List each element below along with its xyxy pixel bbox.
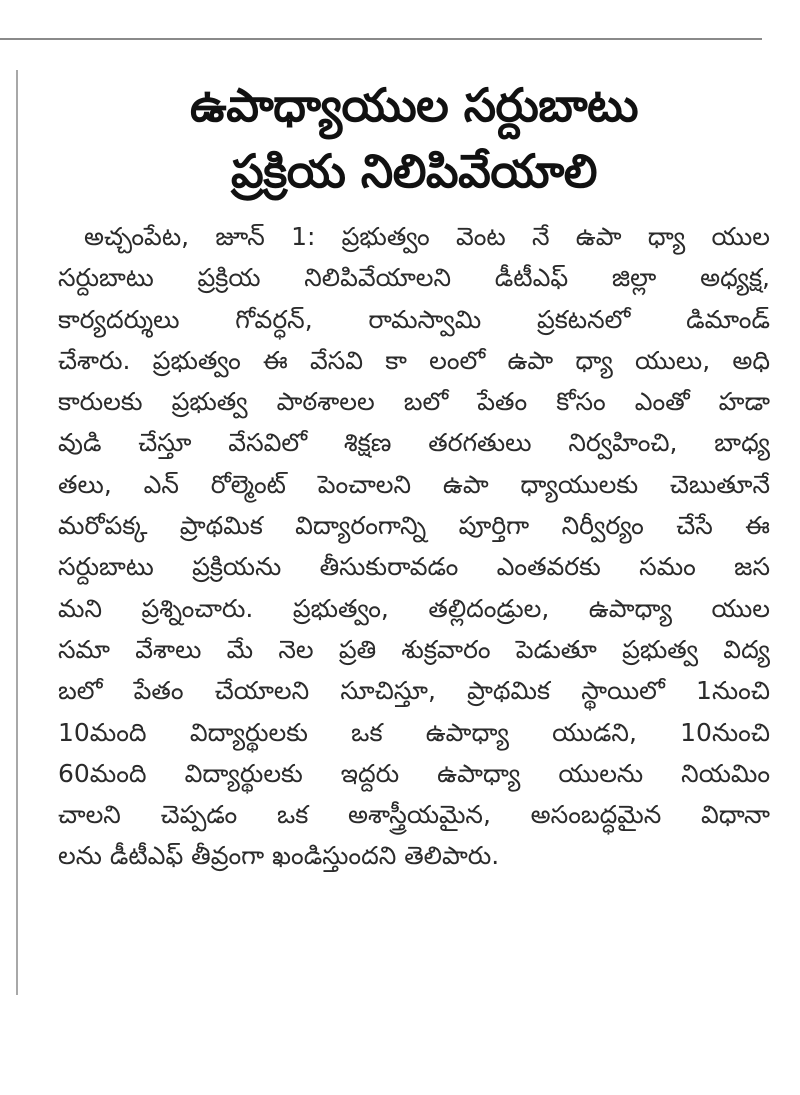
body-line: సమా వేశాలు మే నెల ప్రతి శుక్రవారం పెడుతూ ప్రభుత్వ విద్య: [58, 634, 770, 664]
body-line: చాలని చెప్పడం ఒక అశాస్త్రీయమైన, అసంబద్ధమైన విధానా: [58, 800, 770, 830]
body-line: లను డీటీఎఫ్ తీవ్రంగా ఖండిస్తుందని తెలిపారు.: [58, 841, 500, 871]
body-line: మరోపక్క ప్రాథమిక విద్యారంగాన్ని పూర్తిగా నిర్వీర్యం చేసే ఈ: [58, 511, 770, 541]
body-line: మని ప్రశ్నించారు. ప్రభుత్వం, తల్లిదండ్రుల, ఉపాధ్యా యుల: [58, 593, 770, 623]
body-line: కారులకు ప్రభుత్వ పాఠశాలల బలో పేతం కోసం ఎంతో హడా: [58, 387, 770, 417]
news-article: [58, 72, 770, 877]
body-line: తలు, ఎన్ రోల్మెంట్ పెంచాలని ఉపా ధ్యాయులకు చెబుతూనే: [58, 469, 770, 499]
body-line: సర్దుబాటు ప్రక్రియను తీసుకురావడం ఎంతవరకు సమం జస: [58, 552, 770, 582]
body-line: బలో పేతం చేయాలని సూచిస్తూ, ప్రాథమిక స్థాయిలో 1నుంచి: [58, 676, 770, 706]
body-line: 60మంది విద్యార్థులకు ఇద్దరు ఉపాధ్యా యులను నియమిం: [58, 758, 770, 788]
top-divider: [0, 38, 762, 40]
body-line: కార్యదర్శులు గోవర్ధన్, రామస్వామి ప్రకటనలో డిమాండ్: [58, 304, 770, 334]
article-body: [58, 216, 770, 877]
body-line: చేశారు. ప్రభుత్వం ఈ వేసవి కా లంలో ఉపా ధ్యా యులు, అధి: [58, 345, 770, 375]
body-line: 10మంది విద్యార్థులకు ఒక ఉపాధ్యా యుడని, 10నుంచి: [58, 717, 770, 747]
article-headline: [58, 72, 770, 204]
body-line: సర్దుబాటు ప్రక్రియ నిలిపివేయాలని డీటీఎఫ్ జిల్లా అధ్యక్ష,: [58, 263, 770, 293]
headline-line-1: ఉపాధ్యాయుల సర్దుబాటు: [190, 78, 638, 132]
column-rule: [16, 70, 18, 995]
body-line: అచ్చంపేట, జూన్ 1: ప్రభుత్వం వెంట నే ఉపా ధ్యా యుల: [84, 222, 770, 251]
headline-line-2: ప్రక్రియ నిలిపివేయాలి: [231, 144, 597, 198]
body-line: వుడి చేస్తూ వేసవిలో శిక్షణ తరగతులు నిర్వహించి, బాధ్య: [58, 428, 770, 458]
